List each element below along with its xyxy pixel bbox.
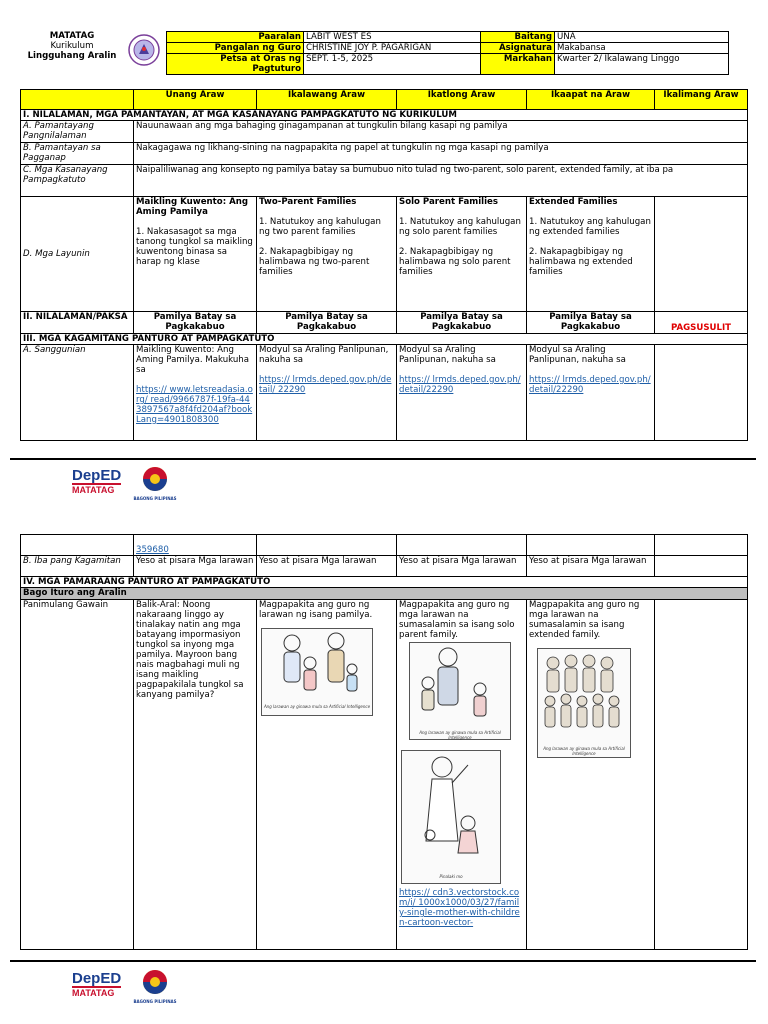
sanggunian-label: A. Sanggunian	[21, 345, 134, 441]
header-title	[22, 31, 122, 61]
value-petsa: SEPT. 1-5, 2025	[304, 54, 481, 75]
matatag-text: MATATAG	[72, 483, 121, 495]
section-3-title: III. MGA KAGAMITANG PANTURO AT PAMPAGKATUTO	[21, 334, 748, 345]
day-2-header: Ikalawang Araw	[257, 90, 397, 110]
cont-empty	[21, 535, 134, 556]
matatag-text: MATATAG	[72, 986, 121, 998]
ref-link[interactable]: https:// lrmds.deped.gov.ph/detail/ 22290	[259, 375, 392, 395]
layunin-title: Solo Parent Families	[399, 197, 498, 207]
kagamitan-day-3: Yeso at pisara Mga larawan	[397, 556, 527, 577]
layunin-item: 2. Nakapagbibigay ng halimbawa ng extended families	[529, 247, 633, 277]
title-line-2: Kurikulum	[50, 41, 94, 51]
bagong-text: BAGONG PILIPINAS	[133, 999, 177, 1004]
label-petsa: Petsa at Oras ng Pagtuturo	[167, 54, 304, 75]
ref-text: Modyul sa Araling Panlipunan, nakuha sa	[529, 345, 626, 365]
topic-day-2: Pamilya Batay sa Pagkakabuo	[257, 312, 397, 334]
gawain-day-5	[655, 600, 748, 950]
ref-day-2	[257, 345, 397, 441]
layunin-item: 2. Nakapagbibigay ng halimbawa ng solo parent families	[399, 247, 511, 277]
image-caption: Pinalaki mo	[439, 874, 463, 879]
row-a-label: A. Pamantayang Pangnilalaman	[21, 121, 134, 143]
solo-parent-image-1	[409, 642, 511, 740]
solo-parent-family-image-icon	[410, 643, 508, 727]
mother-with-children-image-icon	[402, 751, 498, 871]
header-info-table	[166, 31, 729, 75]
cont-empty	[655, 535, 748, 556]
iba-pang-kagamitan-label: B. Iba pang Kagamitan	[21, 556, 134, 577]
kagamitan-day-5	[655, 556, 748, 577]
family-image	[261, 628, 373, 716]
day-5-header: Ikalimang Araw	[655, 90, 748, 110]
layunin-item: 1. Natutukoy ang kahulugan ng extended families	[529, 217, 651, 237]
row-d-label: D. Mga Layunin	[21, 197, 134, 312]
kagamitan-day-2: Yeso at pisara Mga larawan	[257, 556, 397, 577]
value-asignatura: Makabansa	[555, 43, 729, 54]
layunin-day-4	[527, 197, 655, 312]
page-divider	[10, 458, 756, 460]
ref-link-tail[interactable]: 359680	[136, 545, 169, 555]
label-asignatura: Asignatura	[481, 43, 555, 54]
cont-empty	[257, 535, 397, 556]
solo-parent-image-2	[401, 750, 501, 884]
row-c-label: C. Mga Kasanayang Pampagkatuto	[21, 165, 134, 197]
layunin-title: Extended Families	[529, 197, 618, 207]
title-line-3: Lingguhang Aralin	[27, 51, 117, 61]
deped-matatag-logo	[72, 468, 121, 495]
ref-day-1	[134, 345, 257, 441]
layunin-day-1	[134, 197, 257, 312]
title-line-1: MATATAG	[49, 31, 95, 41]
cont-empty	[527, 535, 655, 556]
deped-seal-icon	[128, 32, 160, 68]
gawain-day-3	[397, 600, 527, 950]
layunin-item: 1. Nakasasagot sa mga tanong tungkol sa maikling kuwentong binasa sa harap ng klase	[136, 227, 253, 267]
image-caption: Ang larawan ay ginawa mula sa Artificial Intelligence	[543, 746, 625, 756]
gawain-day-1: Balik-Aral: Noong nakaraang linggo ay tinalakay natin ang mga batayang impormasiyon tungkol sa inyong mga pamilya. Mayroon bang nais magbahagi muli ng isang maikling pagpapakilala tungkol sa kanyang pamilya?	[134, 600, 257, 950]
ref-text: Modyul sa Araling Panlipunan, nakuha sa	[259, 345, 389, 365]
layunin-item: 1. Natutukoy ang kahulugan ng two parent families	[259, 217, 381, 237]
label-markahan: Markahan	[481, 54, 555, 75]
ref-link[interactable]: https:// www.letsreadasia.org/ read/9966787f-19fa-443897567a8f4fd204af?bookLang=4901808300	[136, 385, 253, 425]
section-1-title: I. NILALAMAN, MGA PAMANTAYAN, AT MGA KASANAYANG PAMPAGKATUTO NG KURIKULUM	[21, 110, 748, 121]
section-2-title: II. NILALAMAN/PAKSA	[21, 312, 134, 334]
corner-cell	[21, 90, 134, 110]
bagong-pilipinas-logo	[130, 969, 180, 1004]
bagong-pilipinas-emblem-icon	[138, 466, 172, 492]
bago-ituro-subheader: Bago Ituro ang Aralin	[21, 588, 748, 600]
page-divider	[10, 960, 756, 962]
kagamitan-day-4: Yeso at pisara Mga larawan	[527, 556, 655, 577]
topic-day-1: Pamilya Batay sa Pagkakabuo	[134, 312, 257, 334]
ref-text: Modyul sa Araling Panlipunan, nakuha sa	[399, 345, 496, 365]
gawain-text: Magpapakita ang guro ng larawan ng isang pamilya.	[259, 600, 373, 620]
deped-text: DepED	[72, 467, 122, 484]
layunin-title: Maikling Kuwento: Ang Aming Pamilya	[136, 197, 249, 217]
two-parent-family-image-icon	[262, 629, 370, 701]
row-a-text: Nauunawaan ang mga bahaging ginagampanan at tungkulin bilang kasapi ng pamilya	[134, 121, 748, 143]
deped-text: DepED	[72, 970, 122, 987]
gawain-day-2	[257, 600, 397, 950]
image-caption: Ang larawan ay ginawa mula sa Artificial Intelligence	[263, 704, 371, 709]
layunin-title: Two-Parent Families	[259, 197, 357, 207]
bagong-pilipinas-emblem-icon	[138, 969, 172, 995]
image-caption: Ang larawan ay ginawa mula sa Artificial Intelligence	[419, 730, 501, 740]
extended-family-image-icon	[538, 649, 628, 743]
value-paaralan: LABIT WEST ES	[304, 32, 481, 43]
bagong-pilipinas-logo	[130, 466, 180, 501]
vectorstock-link[interactable]: https:// cdn3.vectorstock.com/i/ 1000x1000/03/27/family-single-mother-with-children-cartoon-vector-	[399, 888, 520, 928]
ref-link-cont	[134, 535, 257, 556]
gawain-text: Magpapakita ang guro ng mga larawan na sumasalamin sa isang solo parent family.	[399, 600, 515, 640]
bagong-text: BAGONG PILIPINAS	[133, 496, 177, 501]
pagsusulit-label: PAGSUSULIT	[655, 312, 748, 334]
day-1-header: Unang Araw	[134, 90, 257, 110]
layunin-day-5	[655, 197, 748, 312]
ref-link[interactable]: https:// lrmds.deped.gov.ph/ detail/22290	[529, 375, 651, 395]
ref-day-3	[397, 345, 527, 441]
label-guro: Pangalan ng Guro	[167, 43, 304, 54]
gawain-text: Magpapakita ang guro ng mga larawan na sumasalamin sa isang extended family.	[529, 600, 640, 640]
layunin-item: 2. Nakapagbibigay ng halimbawa ng two-parent families	[259, 247, 370, 277]
panimulang-gawain-label: Panimulang Gawain	[21, 600, 134, 950]
value-baitang: UNA	[555, 32, 729, 43]
day-4-header: Ikaapat na Araw	[527, 90, 655, 110]
value-markahan: Kwarter 2/ Ikalawang Linggo	[555, 54, 729, 75]
ref-day-4	[527, 345, 655, 441]
layunin-item: 1. Natutukoy ang kahulugan ng solo parent families	[399, 217, 521, 237]
topic-day-4: Pamilya Batay sa Pagkakabuo	[527, 312, 655, 334]
deped-matatag-logo	[72, 971, 121, 998]
row-b-text: Nakagagawa ng likhang-sining na nagpapakita ng papel at tungkulin ng mga kasapi ng pamilya	[134, 143, 748, 165]
layunin-day-3	[397, 197, 527, 312]
layunin-day-2	[257, 197, 397, 312]
gawain-day-4	[527, 600, 655, 950]
day-3-header: Ikatlong Araw	[397, 90, 527, 110]
row-b-label: B. Pamantayan sa Pagganap	[21, 143, 134, 165]
label-baitang: Baitang	[481, 32, 555, 43]
kagamitan-day-1: Yeso at pisara Mga larawan	[134, 556, 257, 577]
topic-day-3: Pamilya Batay sa Pagkakabuo	[397, 312, 527, 334]
cont-empty	[397, 535, 527, 556]
lesson-plan-table-page2	[20, 534, 748, 950]
section-4-title: IV. MGA PAMARAANG PANTURO AT PAMPAGKATUTO	[21, 577, 748, 588]
label-paaralan: Paaralan	[167, 32, 304, 43]
lesson-plan-table-page1	[20, 89, 748, 441]
extended-family-image	[537, 648, 631, 758]
ref-link[interactable]: https:// lrmds.deped.gov.ph/ detail/22290	[399, 375, 521, 395]
row-c-text: Naipaliliwanag ang konsepto ng pamilya batay sa bumubuo nito tulad ng two-parent, solo parent, extended family, at iba pa	[134, 165, 748, 197]
ref-text: Maikling Kuwento: Ang Aming Pamilya. Makukuha sa	[136, 345, 250, 375]
ref-day-5	[655, 345, 748, 441]
value-guro: CHRISTINE JOY P. PAGARIGAN	[304, 43, 481, 54]
